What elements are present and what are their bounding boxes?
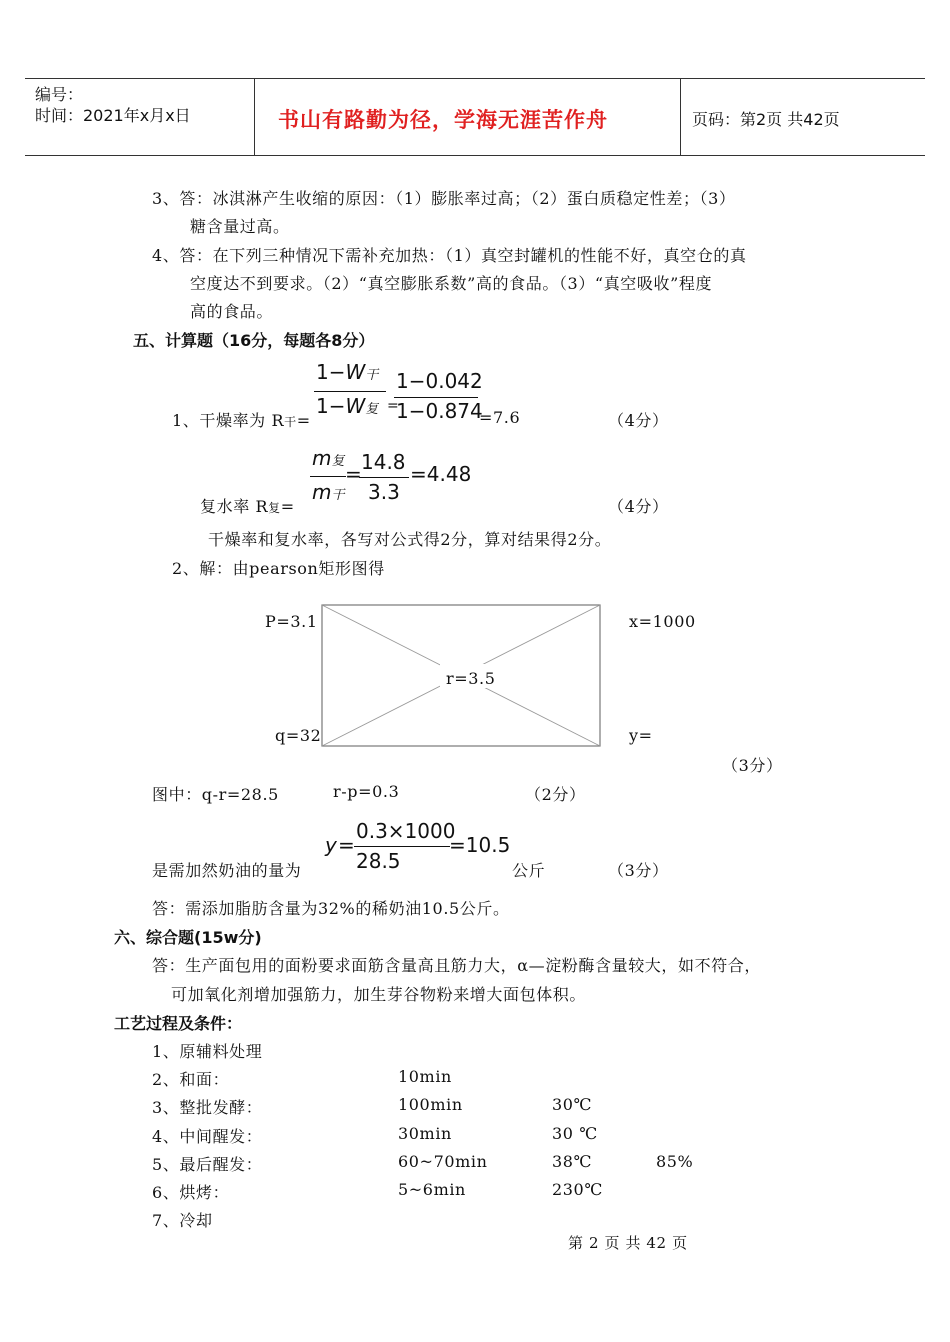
cream-score: （3分）	[608, 861, 669, 880]
cream-unit: 公斤	[512, 861, 546, 880]
diagram-difference-mid: r-p=0.3	[333, 782, 400, 801]
section-6-answer-line1: 答：生产面包用的面粉要求面筋含量高且筋力大，α—淀粉酶含量较大，如不符合，	[152, 956, 762, 975]
drying-fraction-denominator: 1−W复	[316, 394, 379, 418]
drying-fraction-bar	[314, 391, 386, 392]
section-6-answer-line2: 可加氧化剂增加强筋力，加生芽谷物粉来增大面包体积。	[171, 985, 587, 1004]
pearson-score: （3分）	[722, 756, 783, 775]
pearson-r: r=3.5	[446, 669, 496, 688]
step-6-name: 6、烘烤：	[152, 1183, 230, 1202]
diagram-difference-score: （2分）	[525, 785, 586, 804]
step-4-time: 30min	[398, 1124, 452, 1143]
step-3-name: 3、整批发酵：	[152, 1098, 263, 1117]
answer-4-line3: 高的食品。	[190, 302, 274, 321]
doc-number-label: 编号：	[35, 85, 84, 104]
scoring-note: 干燥率和复水率，各写对公式得2分，算对结果得2分。	[208, 530, 612, 549]
pearson-p: P=3.1	[265, 612, 318, 631]
rehydration-score: （4分）	[608, 497, 669, 516]
step-2-time: 10min	[398, 1067, 452, 1086]
header-page-info: 页码：第2页 共42页	[692, 110, 840, 129]
drying-fraction-numerator: 1−W干	[316, 360, 379, 384]
pearson-y: y=	[629, 726, 653, 745]
header-motto: 书山有路勤为径，学海无涯苦作舟	[278, 108, 608, 132]
rehydration-fraction-bar	[310, 476, 346, 477]
answer-3-line1: 3、答：冰淇淋产生收缩的原因：（1）膨胀率过高；（2）蛋白质稳定性差；（3）	[152, 189, 736, 208]
section-6-title: 六、综合题(15w分)	[114, 928, 262, 947]
y-fraction-bar	[354, 846, 450, 847]
drying-eq2: =	[387, 398, 399, 414]
header-top-rule	[25, 78, 925, 79]
step-5-temp: 38℃	[552, 1152, 593, 1171]
step-3-temp: 30℃	[552, 1095, 593, 1114]
drying-rate-label: 1、干燥率为 R干=	[172, 411, 311, 430]
step-6-time: 5~6min	[398, 1180, 466, 1199]
y-variable: y	[325, 833, 337, 857]
pearson-x: x=1000	[629, 612, 696, 631]
drying-value-denominator: 1−0.874	[396, 399, 483, 423]
question-2-intro: 2、解：由pearson矩形图得	[172, 559, 385, 578]
rehydration-value-numerator: 14.8	[361, 450, 406, 474]
y-numerator: 0.3×1000	[356, 819, 456, 843]
step-5-time: 60~70min	[398, 1152, 488, 1171]
rehydration-label: 复水率 R复=	[200, 497, 295, 516]
step-3-time: 100min	[398, 1095, 463, 1114]
cream-prefix: 是需加然奶油的量为	[152, 861, 302, 880]
page-footer: 第 2 页 共 42 页	[568, 1234, 688, 1252]
answer-4-line2: 空度达不到要求。（2）“真空膨胀系数”高的食品。（3）“真空吸收”程度	[190, 274, 713, 293]
drying-value-bar	[394, 397, 478, 398]
step-1-name: 1、原辅料处理	[152, 1042, 263, 1061]
pearson-q: q=32	[275, 726, 322, 745]
step-4-name: 4、中间醒发：	[152, 1127, 263, 1146]
rehydration-result: =4.48	[410, 462, 472, 486]
answer-3-line2: 糖含量过高。	[190, 217, 290, 236]
section-5-title: 五、计算题（16分，每题各8分）	[133, 331, 375, 350]
step-5-humidity: 85%	[656, 1152, 694, 1171]
doc-time-label: 时间：2021年x月x日	[35, 106, 191, 125]
y-denominator: 28.5	[356, 849, 401, 873]
rehydration-value-bar	[359, 477, 409, 478]
header-divider-left	[254, 78, 255, 155]
section-5-answer: 答：需添加脂肪含量为32%的稀奶油10.5公斤。	[152, 899, 510, 918]
y-eq: =	[338, 833, 355, 857]
rehydration-numerator: m复	[312, 446, 345, 470]
rehydration-denominator: m干	[312, 480, 345, 504]
process-title: 工艺过程及条件：	[114, 1014, 243, 1033]
step-5-name: 5、最后醒发：	[152, 1155, 263, 1174]
drying-value-numerator: 1−0.042	[396, 369, 483, 393]
header-bottom-rule	[25, 155, 925, 156]
drying-result: =7.6	[479, 408, 521, 427]
y-result: =10.5	[449, 833, 511, 857]
step-7-name: 7、冷却	[152, 1211, 213, 1230]
drying-score: （4分）	[608, 411, 669, 430]
answer-4-line1: 4、答：在下列三种情况下需补充加热：（1）真空封罐机的性能不好，真空仓的真	[152, 246, 747, 265]
rehydration-eq2: =	[345, 462, 362, 486]
diagram-difference-prefix: 图中：q-r=28.5	[152, 785, 279, 804]
rehydration-value-denominator: 3.3	[368, 480, 400, 504]
header-divider-right	[680, 78, 681, 155]
step-4-temp: 30 ℃	[552, 1124, 598, 1143]
step-6-temp: 230℃	[552, 1180, 603, 1199]
step-2-name: 2、和面：	[152, 1070, 230, 1089]
